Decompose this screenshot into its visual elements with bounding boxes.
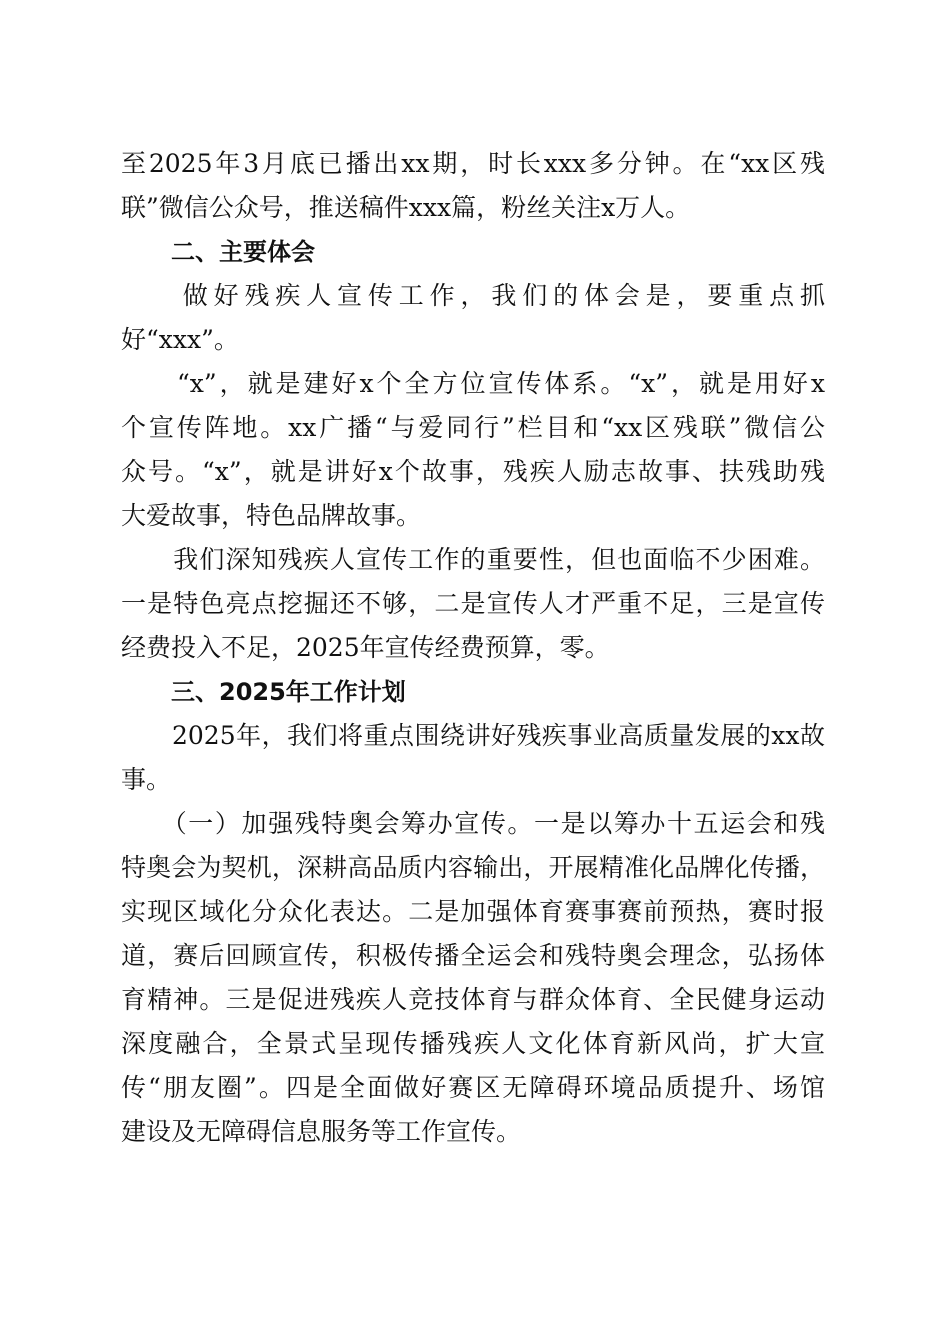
document-body	[121, 142, 825, 1154]
section-heading-work-plan	[121, 670, 825, 714]
section-heading-main-experience	[121, 230, 825, 274]
paragraph-experience-intro	[121, 274, 825, 362]
paragraph-broadcast-stats	[121, 142, 825, 230]
paragraph-difficulties	[121, 538, 825, 670]
text-line: 个宣传阵地。xx广播“与爱同行”栏目和“xx区残联”微信公	[121, 413, 825, 442]
heading-text: 二、主要体会	[171, 238, 315, 266]
text-line: 深度融合，全景式呈现传播残疾人文化体育新风尚，扩大宣	[121, 1029, 825, 1058]
text-line: 至2025年3月底已播出xx期，时长xxx多分钟。在“xx区残	[121, 149, 825, 178]
text-line: 好“xxx”。	[121, 325, 239, 354]
paragraph-special-olympics	[121, 802, 825, 1154]
text-line: 特奥会为契机，深耕高品质内容输出，开展精准化品牌化传播，	[121, 853, 825, 882]
text-line: 实现区域化分众化表达。二是加强体育赛事赛前预热，赛时报	[121, 897, 825, 926]
paragraph-experience-detail	[121, 362, 825, 538]
text-line: （一）加强残特奥会筹办宣传。一是以筹办十五运会和残	[121, 809, 825, 838]
text-line: 我们深知残疾人宣传工作的重要性，但也面临不少困难。	[121, 545, 825, 574]
text-line: 道，赛后回顾宣传，积极传播全运会和残特奥会理念，弘扬体	[121, 941, 825, 970]
text-line: 育精神。三是促进残疾人竞技体育与群众体育、全民健身运动	[121, 985, 825, 1014]
text-line: 一是特色亮点挖掘还不够，二是宣传人才严重不足，三是宣传	[121, 589, 825, 618]
text-line: 联”微信公众号，推送稿件xxx篇，粉丝关注x万人。	[121, 193, 691, 222]
text-line: 众号。“x”，就是讲好x个故事，残疾人励志故事、扶残助残	[121, 457, 825, 486]
text-line: 大爱故事，特色品牌故事。	[121, 501, 422, 530]
text-line: 事。	[121, 765, 172, 794]
heading-text: 三、2025年工作计划	[171, 678, 406, 706]
text-line: 经费投入不足，2025年宣传经费预算，零。	[121, 633, 610, 662]
text-line: 传“朋友圈”。四是全面做好赛区无障碍环境品质提升、场馆	[121, 1073, 825, 1102]
text-line: “x”，就是建好x个全方位宣传体系。“x”，就是用好x	[121, 369, 825, 398]
paragraph-plan-intro	[121, 714, 825, 802]
text-line: 建设及无障碍信息服务等工作宣传。	[121, 1117, 522, 1146]
text-line: 做好残疾人宣传工作，我们的体会是，要重点抓	[121, 281, 825, 310]
text-line: 2025年，我们将重点围绕讲好残疾事业高质量发展的xx故	[121, 721, 825, 750]
